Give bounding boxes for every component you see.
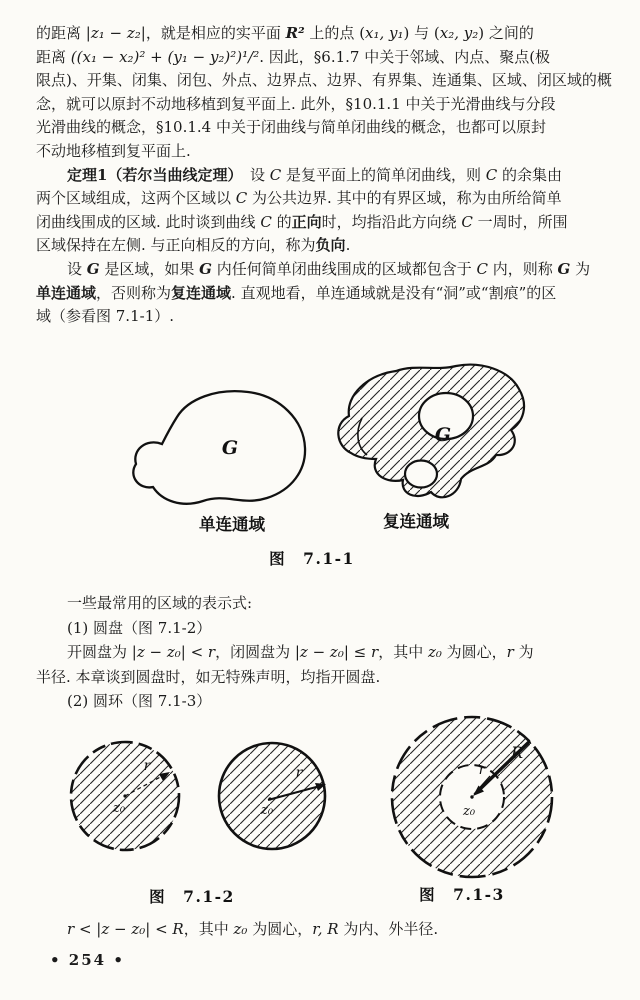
text-line: 域（参看图 7.1-1）. [36,307,175,326]
text-line: 单连通域，否则称为复连通域. 直观地看，单连通域就是没有“洞”或“割痕”的区 [36,283,557,302]
text-line: 设 G 是区域，如果 G 内任何简单闭曲线围成的区域都包含于 C 内，则称 G 为 [67,259,591,278]
text-line: 的距离 |z₁ − z₂|，就是相应的实平面 R² 上的点 (x₁, y₁) 与 (x₂, y₂) 之间的 [36,24,534,42]
closed-disk-center-dot [268,797,271,800]
text-line: 限点)、开集、闭集、闭包、外点、边界点、边界、有界集、连通集、区域、闭区域的概 [36,71,612,90]
figure-7-1-2-caption: 图 7.1-2 [149,887,235,906]
text-line: 不动地移植到复平面上. [36,141,191,160]
text-line: 光滑曲线的概念，§10.1.4 中关于闭曲线与简单闭曲线的概念，也都可以原封 [36,118,546,137]
multiply-connected-caption: 复连通域 [383,512,449,531]
annulus-outer-radius-label: R [510,743,524,762]
text-line: 念，就可以原封不动地移植到复平面上. 此外，§10.1.1 中关于光滑曲线与分段 [36,94,556,113]
open-disk-center-dot [123,794,126,797]
text-line: 闭曲线围成的区域. 此时谈到曲线 C 的正向时，均指沿此方向绕 C 一周时，所围 [36,212,568,231]
open-disk-center-label: z₀ [112,801,126,816]
simply-connected-caption: 单连通域 [199,515,265,534]
left-region-label: G [221,437,239,459]
text-line: 开圆盘为 |z − z₀| < r，闭圆盘为 |z − z₀| ≤ r，其中 z₀ 为圆心，r 为 [67,643,534,661]
text-line: r < |z − z₀| < R，其中 z₀ 为圆心，r, R 为内、外半径. [67,920,439,938]
right-region-label: G [434,424,452,446]
figure-7-1-3-caption: 图 7.1-3 [419,885,505,904]
annulus-center-dot [470,795,473,798]
page-number: • 254 • [50,951,125,969]
text-line: 区域保持在左侧. 与正向相反的方向，称为负向. [36,236,351,255]
closed-disk-shape [219,743,325,849]
body-text-block-2 [36,591,614,714]
simply-connected-region-shape [133,391,305,504]
text-line: 定理1（若尔当曲线定理） 设 C 是复平面上的简单闭曲线，则 C 的余集由 [67,165,563,184]
annulus-center-label: z₀ [462,804,476,819]
figure-7-1-1-caption: 图 7.1-1 [269,549,355,568]
closed-disk-center-label: z₀ [260,803,274,818]
figure-7-1-1 [40,360,600,575]
text-line: 半径. 本章谈到圆盘时，如无特殊声明，均指开圆盘. [36,667,381,686]
body-text-block-3 [36,917,614,942]
closed-disk-radius-label: r [295,765,303,781]
text-line: (2) 圆环（图 7.1-3） [67,692,212,710]
body-text-block-1 [36,22,614,329]
text-line: (1) 圆盘（图 7.1-2） [67,618,212,637]
text-line: 一些最常用的区域的表示式: [67,594,253,612]
multiply-connected-region-shape [338,365,524,498]
figure-7-1-2-and-7-1-3 [40,714,600,914]
text-line: 距离 ((x₁ − x₂)² + (y₁ − y₂)²)¹/². 因此，§6.1.7 中关于邻域、内点、聚点(极 [36,47,551,66]
text-line: 两个区域组成，这两个区域以 C 为公共边界. 其中的有界区域，称为由所给简单 [36,189,562,208]
annulus-inner-radius-label: r [478,762,486,778]
open-disk-radius-label: r [143,758,151,774]
